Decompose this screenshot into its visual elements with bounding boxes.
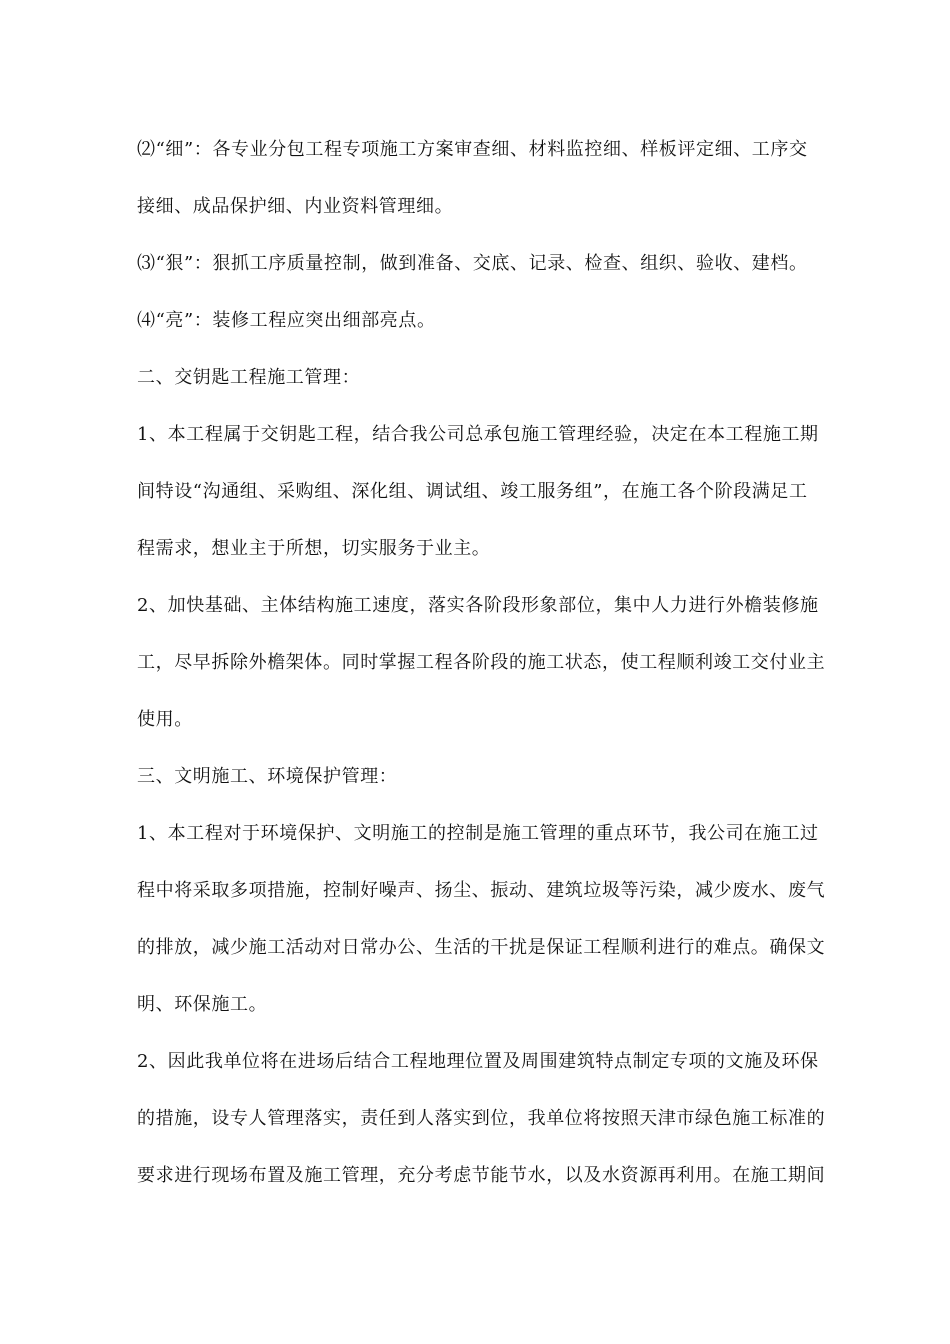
text-line: 2、加快基础、主体结构施工速度，落实各阶段形象部位，集中人力进行外檐装修施 (137, 595, 819, 616)
text-line: ⑷“亮”：装修工程应突出细部亮点。 (137, 310, 436, 331)
text-line: ⑶“狠”：狠抓工序质量控制，做到准备、交底、记录、检查、组织、验收、建档。 (137, 253, 808, 274)
heading-text: 三、文明施工、环境保护管理： (137, 766, 398, 787)
text-line: 1、本工程对于环境保护、文明施工的控制是施工管理的重点环节，我公司在施工过 (137, 823, 819, 844)
paragraph-environment-1 (137, 805, 842, 1033)
paragraph-strict-item (137, 235, 842, 292)
section-heading-civilized-construction (137, 748, 842, 805)
text-line: ⑵“细”：各专业分包工程专项施工方案审查细、材料监控细、样板评定细、工序交 (137, 139, 808, 160)
text-line: 1、本工程属于交钥匙工程，结合我公司总承包施工管理经验，决定在本工程施工期 (137, 424, 819, 445)
document-body (137, 121, 842, 1204)
heading-text: 二、交钥匙工程施工管理： (137, 367, 361, 388)
text-line: 使用。 (137, 709, 193, 730)
text-line: 程需求，想业主于所想，切实服务于业主。 (137, 538, 491, 559)
paragraph-environment-2 (137, 1033, 842, 1204)
text-line: 接细、成品保护细、内业资料管理细。 (137, 196, 454, 217)
paragraph-detail-item (137, 121, 842, 235)
text-line: 间特设“沟通组、采购组、深化组、调试组、竣工服务组”，在施工各个阶段满足工 (137, 481, 808, 502)
text-line: 2、因此我单位将在进场后结合工程地理位置及周围建筑特点制定专项的文施及环保 (137, 1051, 819, 1072)
text-line: 的排放，减少施工活动对日常办公、生活的干扰是保证工程顺利进行的难点。确保文 (137, 937, 826, 958)
section-heading-turnkey (137, 349, 842, 406)
paragraph-highlight-item (137, 292, 842, 349)
text-line: 明、环保施工。 (137, 994, 268, 1015)
paragraph-turnkey-1 (137, 406, 842, 577)
text-line: 工，尽早拆除外檐架体。同时掌握工程各阶段的施工状态，使工程顺利竣工交付业主 (137, 652, 826, 673)
text-line: 要求进行现场布置及施工管理，充分考虑节能节水，以及水资源再利用。在施工期间 (137, 1165, 826, 1186)
text-line: 的措施，设专人管理落实，责任到人落实到位，我单位将按照天津市绿色施工标准的 (137, 1108, 826, 1129)
paragraph-turnkey-2 (137, 577, 842, 748)
text-line: 程中将采取多项措施，控制好噪声、扬尘、振动、建筑垃圾等污染，减少废水、废气 (137, 880, 826, 901)
